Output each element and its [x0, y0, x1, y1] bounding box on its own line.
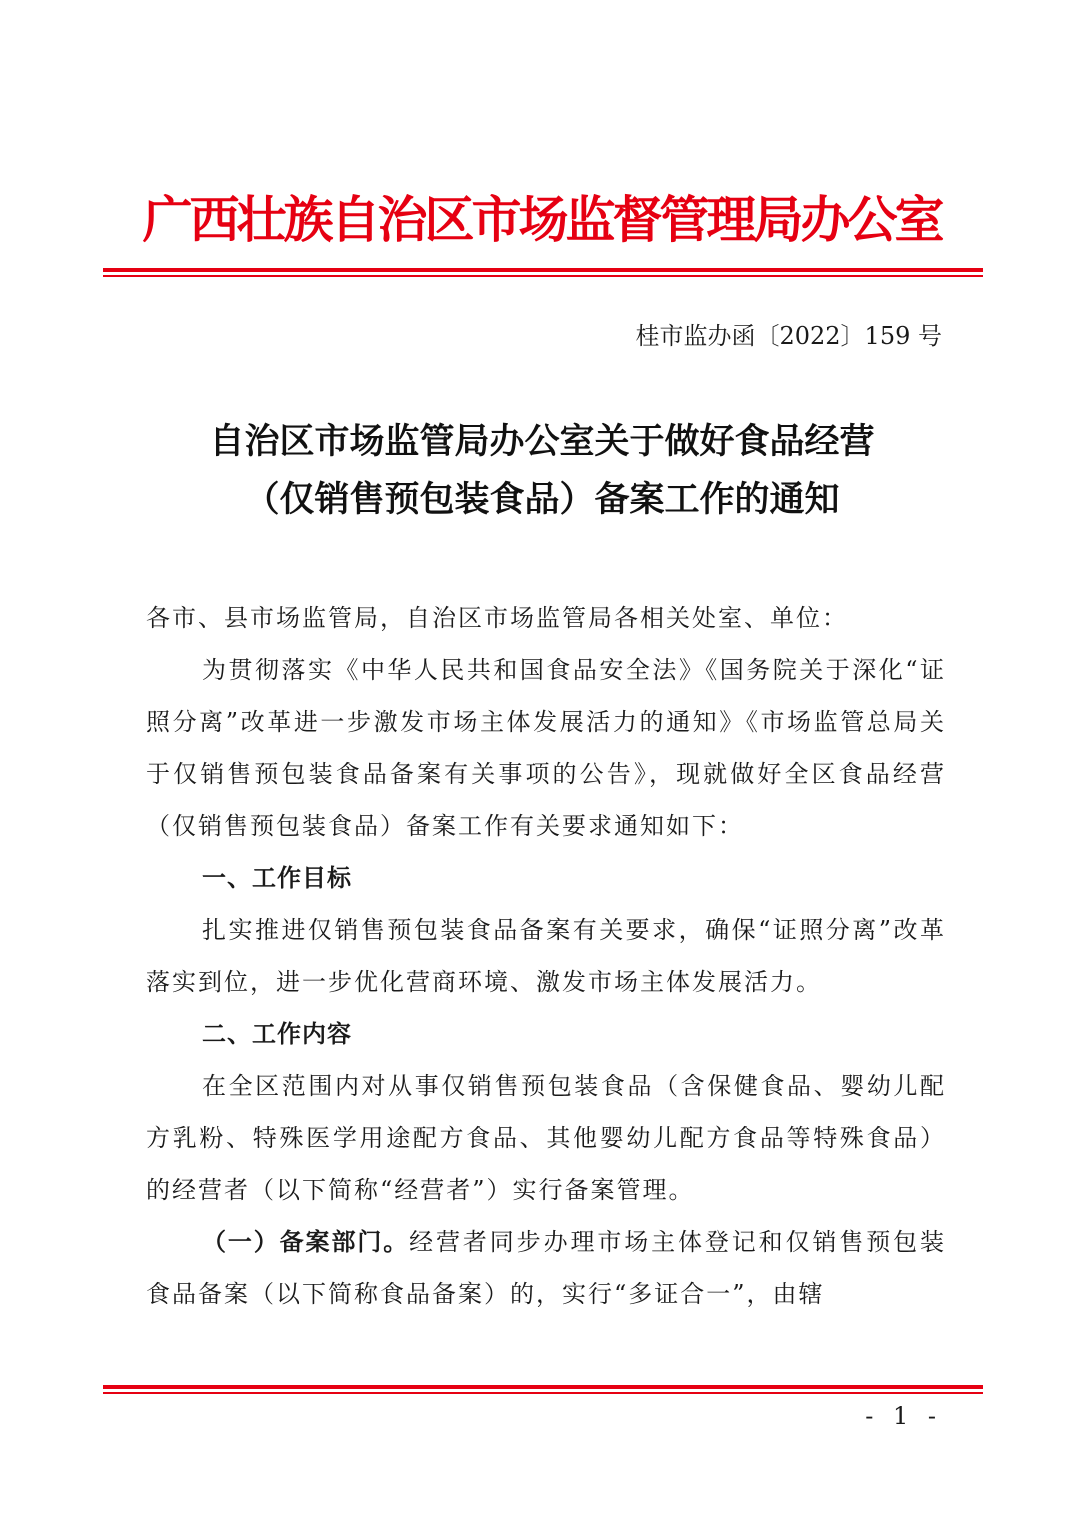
section-2-paragraph: 在全区范围内对从事仅销售预包装食品（含保健食品、婴幼儿配方乳粉、特殊医学用途配方食品、其他婴幼儿配方食品等特殊食品）的经营者（以下简称“经营者”）实行备案管理。: [146, 1072, 946, 1204]
item-1-text: 经营者同步办理市场主体登记和仅销售预包装食品备案（以下简称食品备案）的，实行“多证合一”，由辖: [146, 1228, 947, 1308]
item-1-paragraph: [146, 1216, 946, 1320]
document-body: [146, 592, 946, 1320]
section-2-heading: 二、工作内容: [202, 1020, 352, 1048]
page-number: - 1 -: [865, 1402, 942, 1430]
footer-rule-thick: [103, 1385, 983, 1389]
document-number: 桂市监办函〔2022〕159 号: [635, 322, 942, 350]
header-rule-thick: [103, 268, 983, 272]
footer-rule-thin: [103, 1392, 983, 1394]
document-title-line-2: （仅销售预包装食品）备案工作的通知: [244, 480, 840, 520]
header-rule-thin: [103, 275, 983, 277]
issuing-org-title: 广西壮族自治区市场监督管理局办公室: [142, 190, 942, 249]
salutation: 各市、县市场监管局，自治区市场监管局各相关处室、单位：: [146, 604, 848, 632]
section-1-paragraph: 扎实推进仅销售预包装食品备案有关要求，确保“证照分离”改革落实到位，进一步优化营商环境、激发市场主体发展活力。: [146, 916, 946, 996]
intro-paragraph: 为贯彻落实《中华人民共和国食品安全法》《国务院关于深化“证照分离”改革进一步激发市场主体发展活力的通知》《市场监管总局关于仅销售预包装食品备案有关事项的公告》，现就做好全区食品经营（仅销售预包装食品）备案工作有关要求通知如下：: [146, 656, 946, 840]
item-1-lead: （一）备案部门。: [202, 1228, 410, 1256]
section-1-heading: 一、工作目标: [202, 864, 352, 892]
document-title-line-1: 自治区市场监管局办公室关于做好食品经营: [209, 422, 875, 462]
